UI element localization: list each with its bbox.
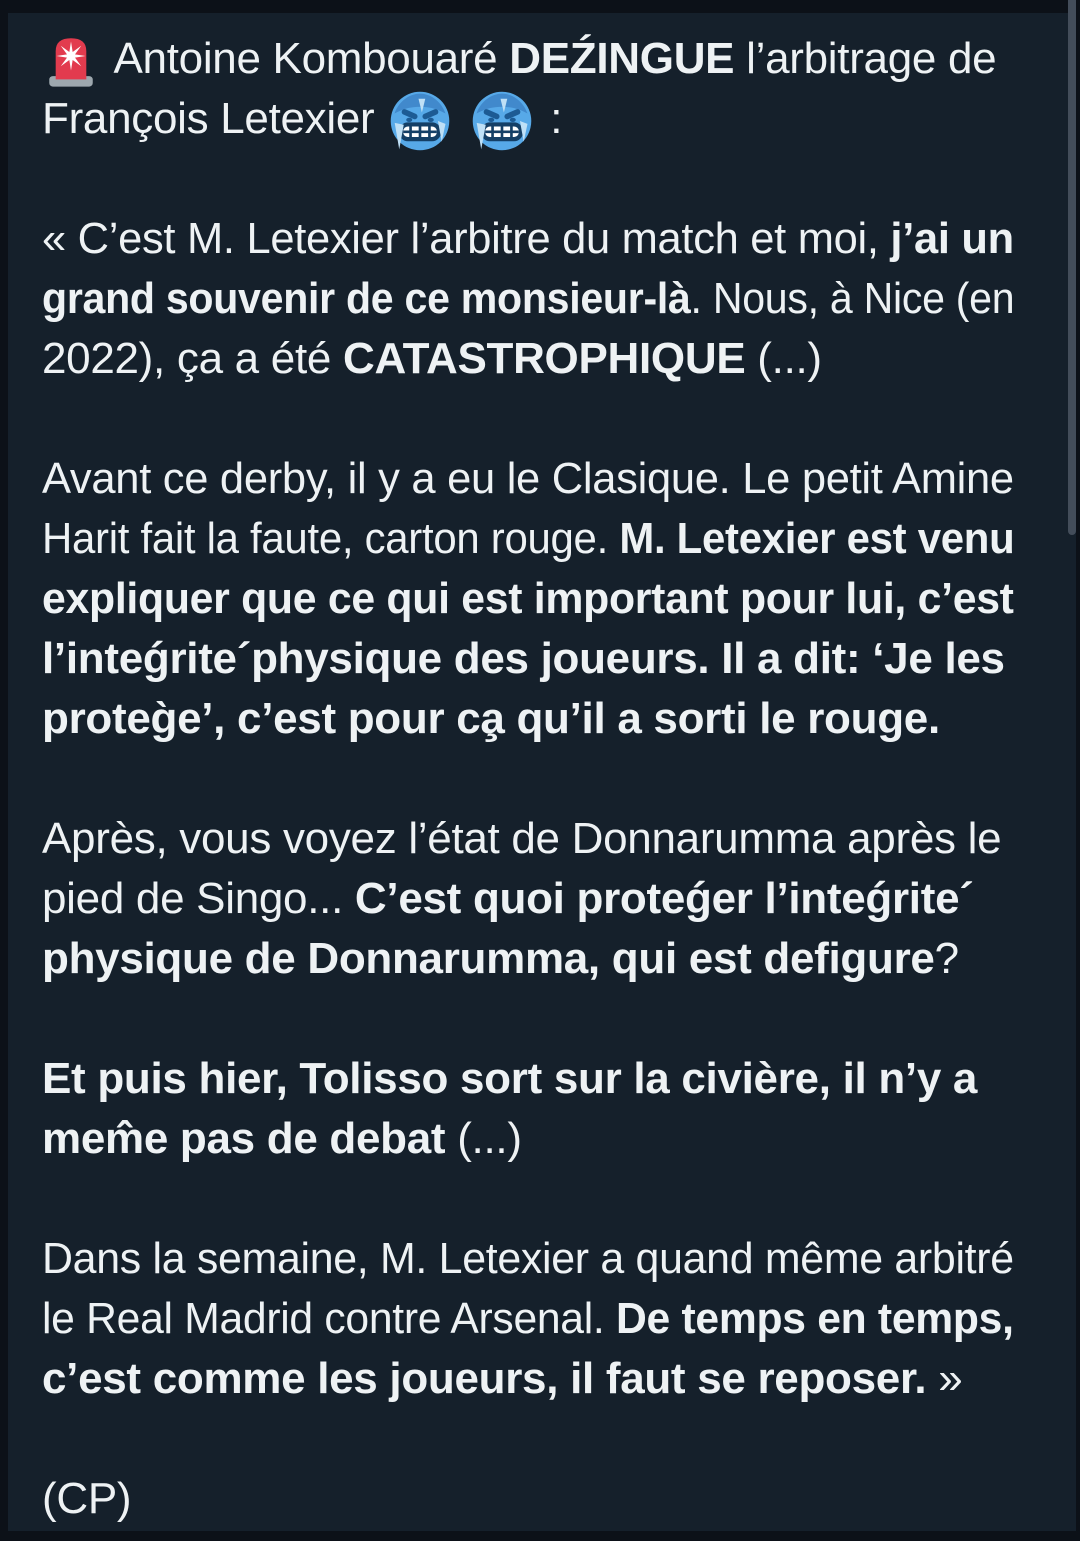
- text-line: [42, 1289, 1014, 1349]
- text-line: [42, 89, 1014, 149]
- text-run: Dans la semaine, M. Letexier a quand même arbitré: [42, 1234, 1014, 1283]
- text-line: [42, 929, 1014, 989]
- text-run: Avant ce derby, il y a eu le Clasique. Le petit Amine: [42, 454, 1014, 503]
- paragraph: [42, 1049, 1014, 1169]
- text-run: Harit fait la faute, carton rouge.: [42, 514, 620, 563]
- text-run: ?: [934, 934, 959, 983]
- paragraph: [42, 1229, 1014, 1409]
- text-run: »: [926, 1354, 963, 1403]
- text-line: [42, 569, 1014, 629]
- paragraph: [42, 449, 1014, 749]
- text-run: :: [550, 94, 563, 143]
- text-line: [42, 209, 1014, 269]
- text-line: [42, 809, 1014, 869]
- text-run: 2022), ça a été: [42, 334, 343, 383]
- text-run: pied de Singo...: [42, 874, 355, 923]
- paragraph: [42, 809, 1014, 989]
- post-text: [42, 29, 1014, 1529]
- text-run: mem̂e pas de debat: [42, 1114, 446, 1163]
- text-run: (...): [445, 1114, 522, 1163]
- text-line: [42, 1349, 1014, 1409]
- text-line: [42, 269, 1015, 329]
- text-run: proteg̀e’, c’est pour ca̧ qu’il a sorti le rouge.: [42, 694, 940, 743]
- text-run: M. Letexier est venu: [619, 514, 1015, 563]
- post-body: [8, 13, 1076, 1531]
- text-run: l’inteǵrite´physique des joueurs. Il a dit: ‘Je les: [42, 634, 1005, 683]
- text-line: [42, 1469, 1014, 1529]
- text-line: [42, 449, 1014, 509]
- text-line: [42, 869, 1014, 929]
- text-line: [42, 29, 1014, 89]
- scrollbar-thumb[interactable]: [1068, 0, 1076, 535]
- paragraph: [42, 1469, 1014, 1529]
- text-run: De temps en temps,: [616, 1294, 1014, 1343]
- police-light-emoji: [42, 29, 104, 89]
- text-run: Et puis hier, Tolisso sort sur la civière, il n’y a: [42, 1054, 978, 1103]
- text-line: [42, 509, 1015, 569]
- text-run: CATASTROPHIQUE: [342, 334, 746, 383]
- text-run: physique de Donnarumma, qui est defigure: [42, 934, 935, 983]
- text-line: [42, 1109, 1014, 1169]
- text-line: [42, 629, 1014, 689]
- text-line: [42, 689, 1014, 749]
- text-run: (...): [745, 334, 822, 383]
- text-line: [42, 1049, 1014, 1109]
- text-run: Antoine Kombouaré: [113, 34, 510, 83]
- text-run: j’ai un: [890, 214, 1014, 263]
- text-run: grand souvenir de ce monsieur-là: [42, 274, 691, 323]
- police-light-icon: [42, 31, 100, 89]
- text-run: expliquer que ce qui est important pour lui, c’est: [42, 574, 1014, 623]
- text-run: (CP): [42, 1474, 132, 1523]
- cold-face-emoji: [386, 89, 456, 149]
- cold-face-icon: [468, 87, 536, 155]
- text-run: Après, vous voyez l’état de Donnarumma après le: [42, 814, 1002, 863]
- text-run: l’arbitrage de: [734, 34, 997, 83]
- text-run: « C’est M. Letexier l’arbitre du match et moi,: [42, 214, 891, 263]
- text-run: c’est comme les joueurs, il faut se reposer.: [42, 1354, 927, 1403]
- cold-face-icon: [386, 87, 454, 155]
- text-line: [42, 329, 1014, 389]
- paragraph: [42, 29, 1014, 149]
- paragraph: [42, 209, 1014, 389]
- cold-face-emoji: [468, 89, 538, 149]
- text-run: François Letexier: [42, 94, 387, 143]
- text-run: C’est quoi proteǵer l’inteǵrite´: [354, 874, 974, 923]
- text-run: . Nous, à Nice (en: [690, 274, 1015, 323]
- text-run: le Real Madrid contre Arsenal.: [42, 1294, 617, 1343]
- text-line: [42, 1229, 1014, 1289]
- text-run: DEŹINGUE: [509, 34, 735, 83]
